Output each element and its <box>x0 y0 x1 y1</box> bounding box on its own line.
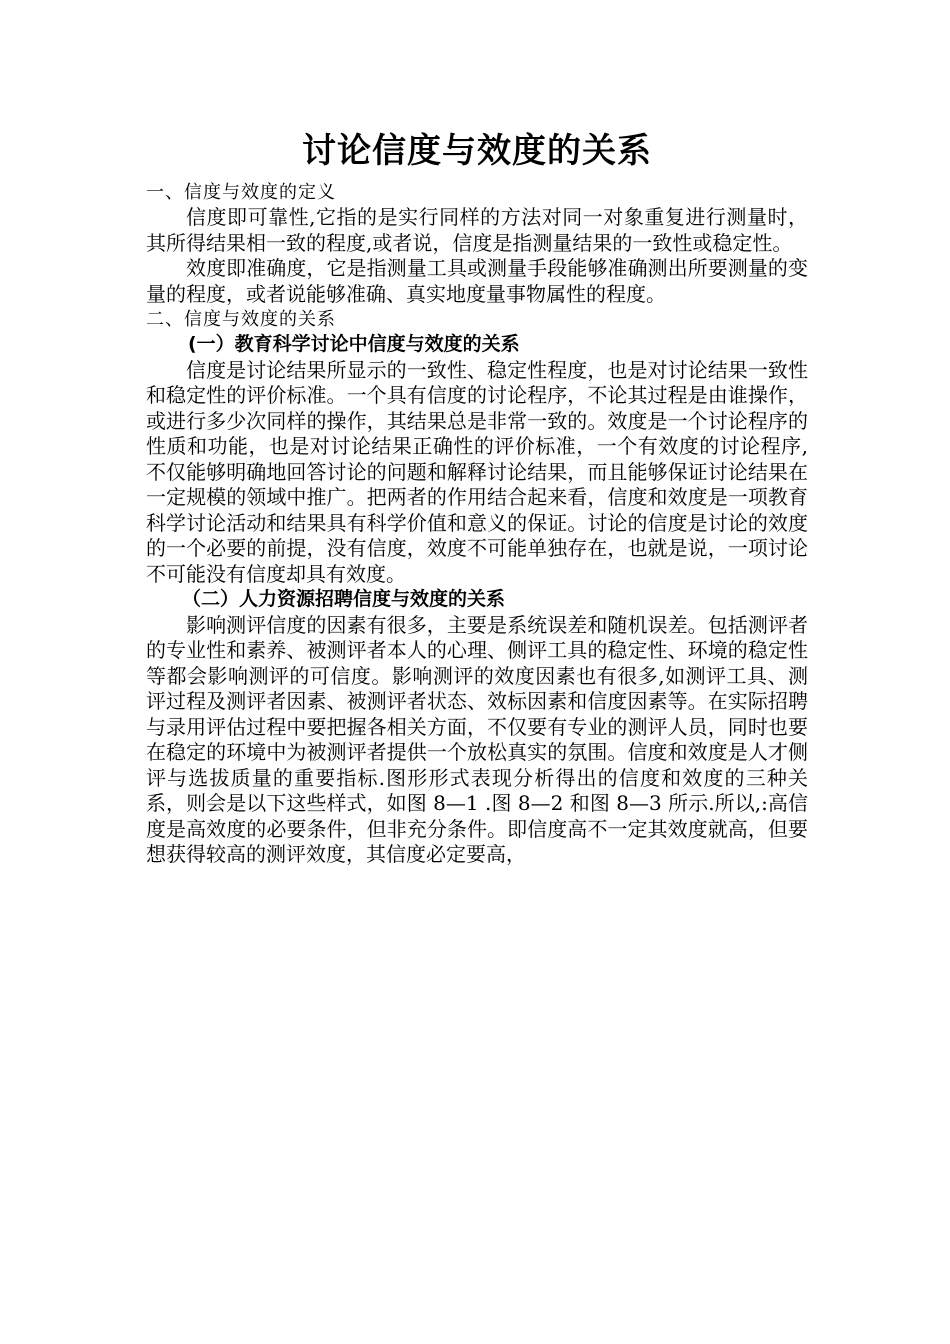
section-heading-definition: 一、信度与效度的定义 <box>146 182 336 203</box>
paragraph-validity-definition: 效度即准确度，它是指测量工具或测量手段能够准确测出所要测量的变量的程度，或者说能够准确、真实地度量事物属性的程度。 <box>146 256 808 306</box>
subheading-education-research: (一）教育科学讨论中信度与效度的关系 <box>188 333 520 355</box>
paragraph-hr-recruitment: 影响测评信度的因素有很多，主要是系统误差和随机误差。包括测评者的专业性和素养、被测评者本人的心理、侧评工具的稳定性、环境的稳定性等都会影响测评的可信度。影响测评的效度因素也有很多,如测评工具、测评过程及测评者因素、被测评者状态、效标因素和信度因素等。在实际招聘与录用评估过程中要把握各相关方面，不仅要有专业的测评人员，同时也要在稳定的环境中为被测评者提供一个放松真实的氛围。信度和效度是人才侧评与选拔质量的重要指标.图形形式表现分析得出的信度和效度的三种关系，则会是以下这些样式，如图 8—1 .图 8—2 和图 8—3 所示.所以,:高信度是高效度的必要条件，但非充分条件。即信度高不一定其效度就高，但要想获得较高的测评效度，其信度必定要高， <box>146 612 808 866</box>
document-title: 讨论信度与效度的关系 <box>302 131 652 171</box>
subheading-hr-recruitment: （二）人力资源招聘信度与效度的关系 <box>182 588 506 610</box>
paragraph-education-research: 信度是讨论结果所显示的一致性、稳定性程度，也是对讨论结果一致性和稳定性的评价标准。一个具有信度的讨论程序，不论其过程是由谁操作，或进行多少次同样的操作，其结果总是非常一致的。效度是一个讨论程序的性质和功能，也是对讨论结果正确性的评价标准，一个有效度的讨论程序,不仅能够明确地回答讨论的问题和解释讨论结果，而且能够保证讨论结果在一定规模的领域中推广。把两者的作用结合起来看，信度和效度是一项教育科学讨论活动和结果具有科学价值和意义的保证。讨论的信度是讨论的效度的一个必要的前提，没有信度，效度不可能单独存在，也就是说，一项讨论不可能没有信度却具有效度。 <box>146 357 808 586</box>
document-page <box>146 128 808 868</box>
paragraph-reliability-definition: 信度即可靠性,它指的是实行同样的方法对同一对象重复进行测量时，其所得结果相一致的程度,或者说，信度是指测量结果的一致性或稳定性。 <box>146 205 808 255</box>
section-heading-relationship: 二、信度与效度的关系 <box>146 309 336 330</box>
